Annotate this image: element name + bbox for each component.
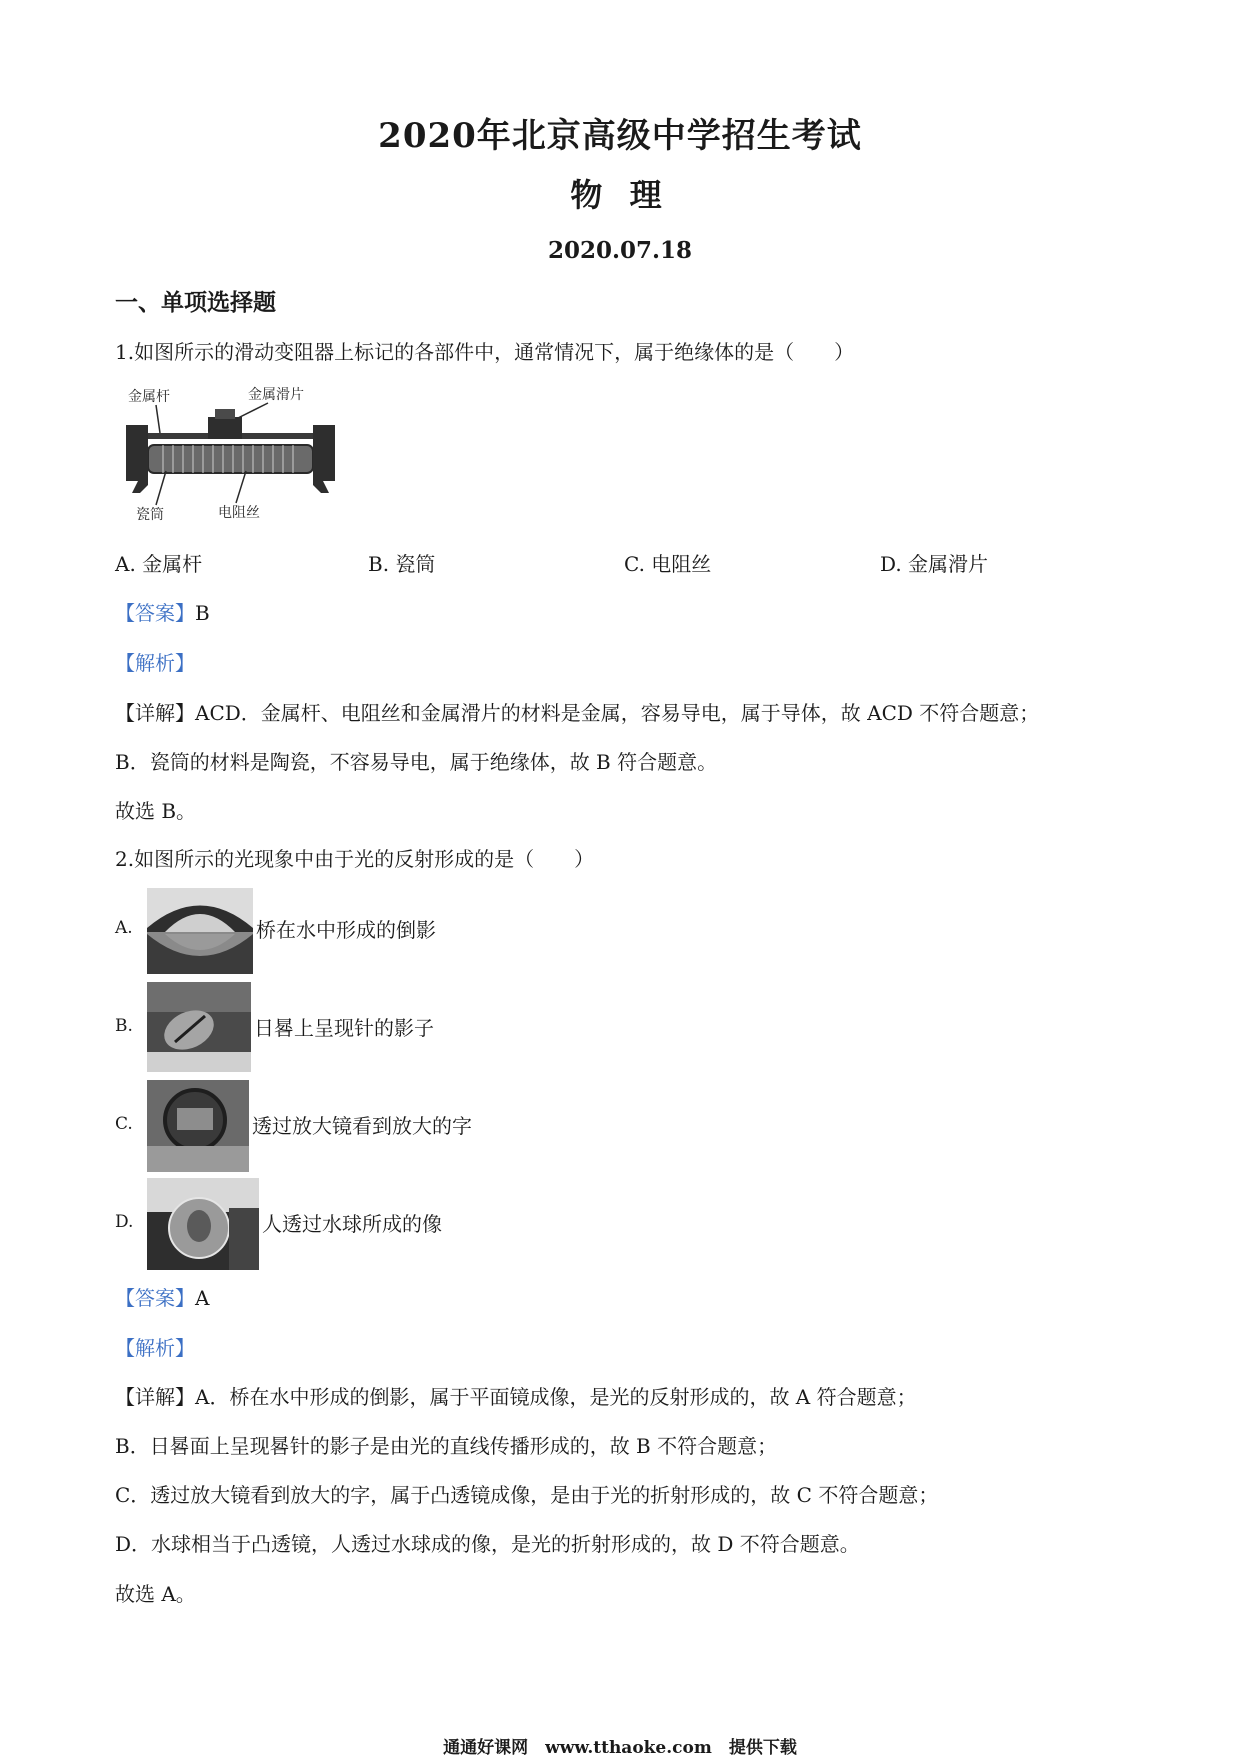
answer-value: B — [195, 601, 210, 625]
q2-option-c-caption: 透过放大镜看到放大的字 — [252, 1114, 472, 1138]
magnifier-photo — [147, 1080, 249, 1172]
q2-analysis — [115, 1332, 195, 1361]
detail-tag: 【详解】 — [115, 701, 195, 725]
rheostat-illustration — [118, 385, 343, 525]
answer-tag: 【答案】 — [115, 1286, 195, 1310]
q2-option-d-letter: D. — [115, 1212, 134, 1232]
answer-tag: 【答案】 — [115, 601, 195, 625]
water-ball-photo — [147, 1178, 259, 1270]
answer-value: A — [195, 1286, 210, 1310]
page-footer: 通通好课网 www.tthaoke.com 提供下载 — [443, 1738, 797, 1758]
q1-analysis — [115, 647, 195, 676]
q1-conclusion: 故选 B。 — [115, 799, 197, 823]
q2-answer — [115, 1282, 209, 1311]
section-title: 一、单项选择题 — [115, 289, 276, 316]
detail-tag: 【详解】 — [115, 1385, 195, 1409]
sundial-photo — [147, 982, 251, 1072]
q1-stem: 1.如图所示的滑动变阻器上标记的各部件中，通常情况下，属于绝缘体的是（ ） — [115, 340, 855, 364]
q2-conclusion: 故选 A。 — [115, 1582, 196, 1606]
q2-option-b-caption: 日晷上呈现针的影子 — [254, 1016, 434, 1040]
q2-detail-4: D．水球相当于凸透镜，人透过水球成的像，是光的折射形成的，故 D 不符合题意。 — [115, 1532, 860, 1556]
subject-title: 物 理 — [570, 176, 670, 214]
slider-label: 金属滑片 — [248, 387, 304, 403]
q1-detail-1: 【详解】ACD．金属杆、电阻丝和金属滑片的材料是金属，容易导电，属于导体，故 ACD 不符合题意； — [115, 701, 1040, 725]
q1-option-a: A. 金属杆 — [115, 552, 203, 576]
q2-option-c-letter: C. — [115, 1114, 133, 1134]
q1-option-b: B. 瓷筒 — [368, 552, 436, 576]
tube-label: 瓷筒 — [136, 507, 164, 523]
exam-title: 2020年北京高级中学招生考试 — [378, 116, 862, 156]
q1-detail-2: B．瓷筒的材料是陶瓷，不容易导电，属于绝缘体，故 B 符合题意。 — [115, 750, 718, 774]
exam-date: 2020.07.18 — [547, 237, 693, 264]
q2-option-d-caption: 人透过水球所成的像 — [262, 1212, 442, 1236]
q2-option-b-letter: B. — [115, 1016, 133, 1036]
rod-label: 金属杆 — [128, 389, 170, 405]
q1-option-d: D. 金属滑片 — [880, 552, 989, 576]
q2-option-a-letter: A. — [115, 918, 133, 938]
bridge-reflection-photo — [147, 888, 253, 974]
q1-option-c: C. 电阻丝 — [624, 552, 712, 576]
q2-option-a-caption: 桥在水中形成的倒影 — [256, 918, 436, 942]
wire-label: 电阻丝 — [218, 505, 260, 521]
q1-figure — [118, 385, 343, 525]
q2-detail-1: 【详解】A．桥在水中形成的倒影，属于平面镜成像，是光的反射形成的，故 A 符合题意； — [115, 1385, 917, 1409]
q2-stem: 2.如图所示的光现象中由于光的反射形成的是（ ） — [115, 847, 595, 871]
analysis-tag: 【解析】 — [115, 1336, 195, 1360]
q2-detail-2: B．日晷面上呈现晷针的影子是由光的直线传播形成的，故 B 不符合题意； — [115, 1434, 778, 1458]
q1-answer — [115, 597, 210, 626]
analysis-tag: 【解析】 — [115, 651, 195, 675]
q2-detail-3: C．透过放大镜看到放大的字，属于凸透镜成像，是由于光的折射形成的，故 C 不符合题意； — [115, 1483, 939, 1507]
